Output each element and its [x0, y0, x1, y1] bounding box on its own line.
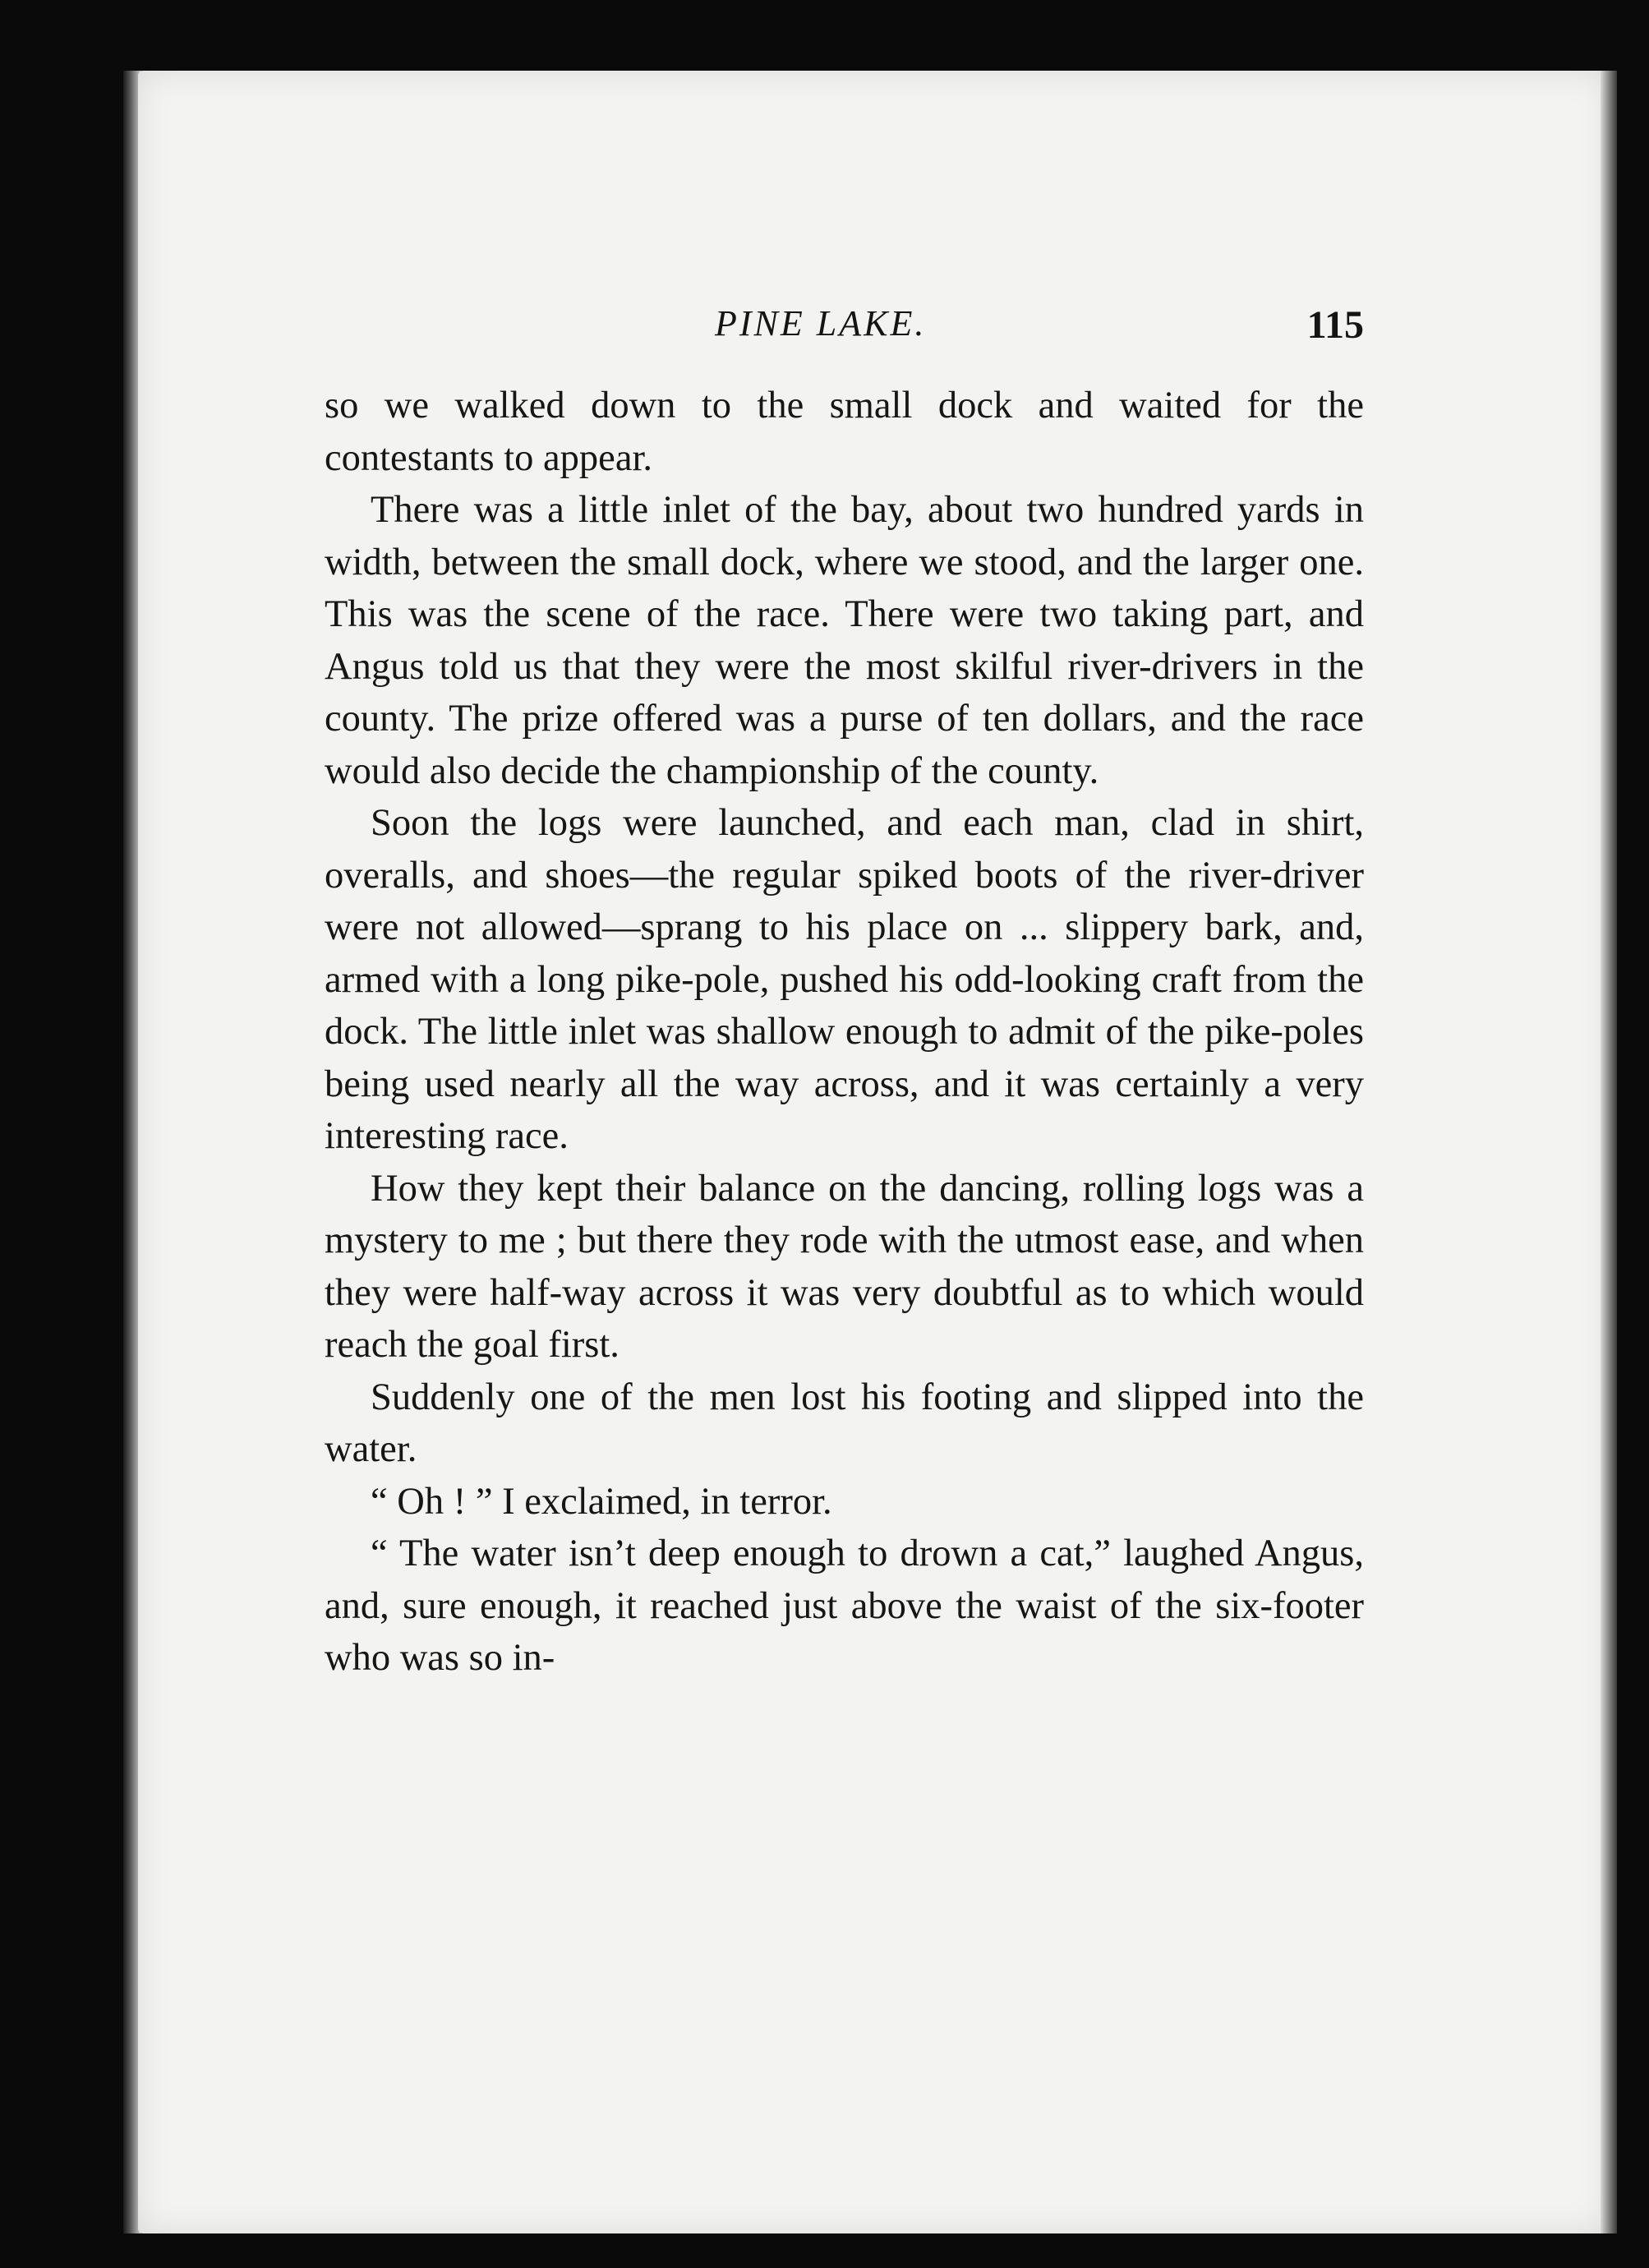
paragraph: How they kept their balance on the dancing, rolling logs was a mystery to me ; but there they rode with the utmost ease, and when they were half-way across it was very doubtful as to which would reach the goal first. — [325, 1167, 1364, 1366]
running-head — [329, 302, 1364, 360]
paragraph-continued: so we walked down to the small dock and waited for the contestants to appear. — [325, 385, 1364, 479]
running-head-title: PINE LAKE. — [715, 303, 927, 343]
page-right-edge — [1601, 71, 1617, 2233]
paragraph: “ The water isn’t deep enough to drown a cat,” laughed Angus, and, sure enough, it reached just above the waist of the six-footer who was so in- — [325, 1533, 1364, 1679]
paragraph: Suddenly one of the men lost his footing and slipped into the water. — [325, 1376, 1364, 1470]
body-text — [325, 380, 1364, 1685]
paragraph: There was a little inlet of the bay, about two hundred yards in width, between the small dock, where we stood, and the larger one. This was the scene of the race. There were two taking part, and Angus told us that they were the most skilful river-drivers in the county. The prize offered was a purse of ten dollars, and the race would also decide the championship of the county. — [325, 489, 1364, 792]
paragraph: “ Oh ! ” I exclaimed, in terror. — [371, 1480, 832, 1523]
paragraph: Soon the logs were launched, and each man, clad in shirt, overalls, and shoes—the regular spiked boots of the river-driver were not allowed—sprang to his place on ... slippery bark, and, armed with a long pike-pole, pushed his odd-looking craft from the dock. The little inlet was shallow enough to admit of the pike-poles being used nearly all the way across, and it was certainly a very interesting race. — [325, 802, 1364, 1157]
page-number: 115 — [1306, 303, 1364, 347]
